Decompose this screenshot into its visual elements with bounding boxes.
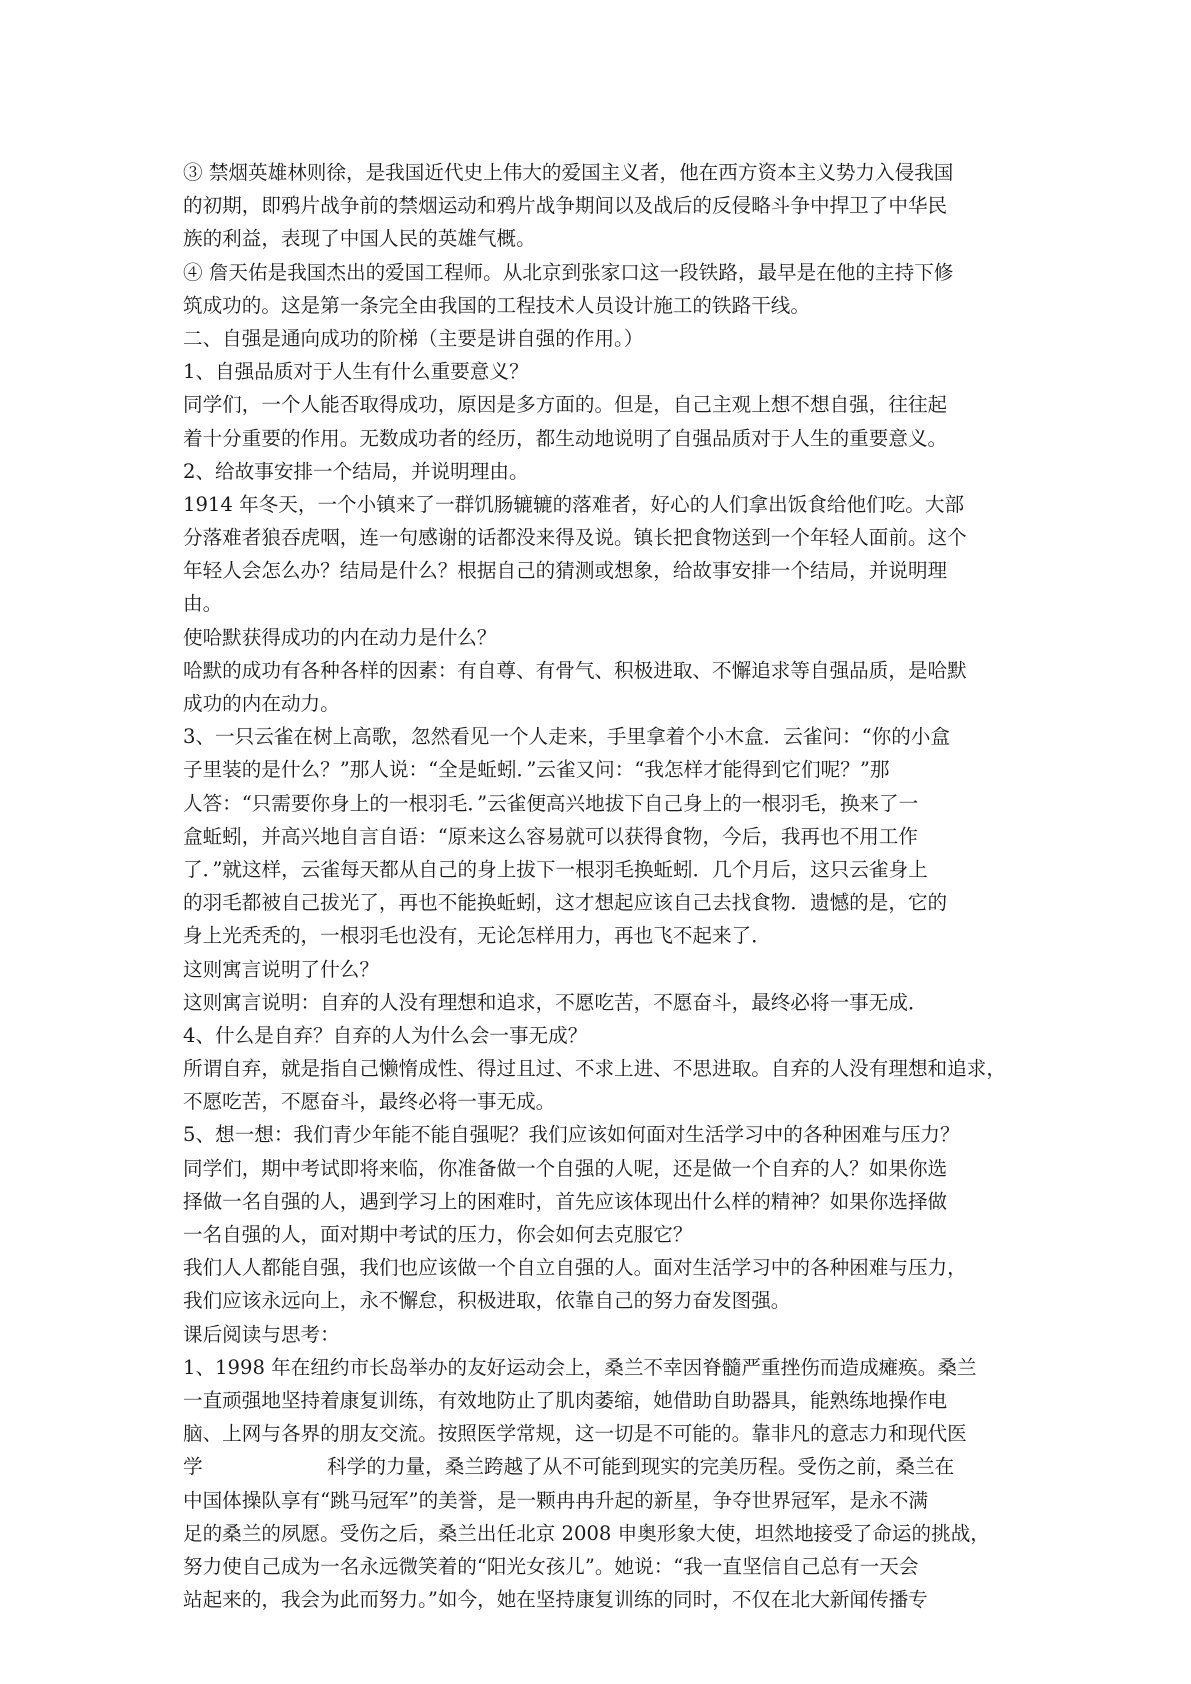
text-line: 学 科学的力量，桑兰跨越了从不可能到现实的完美历程。受伤之前，桑兰在 (183, 1455, 955, 1479)
text-line: 成功的内在动力。 (183, 692, 340, 715)
text-line: 1、自强品质对于人生有什么重要意义？ (183, 360, 529, 384)
text-line: ③ 禁烟英雄林则徐，是我国近代史上伟大的爱国主义者，他在西方资本主义势力入侵我国 (183, 161, 954, 184)
text-line: 所谓自弃，就是指自己懒惰成性、得过且过、不求上进、不思进取。自弃的人没有理想和追求， (183, 1057, 1006, 1081)
text-line: 4、什么是自弃？自弃的人为什么会一事无成？ (183, 1023, 588, 1047)
text-line: 3、一只云雀在树上高歌，忽然看见一个人走来，手里拿着个小木盒．云雀问：“你的小盒 (183, 725, 951, 749)
text-line: 我们应该永远向上，永不懈怠，积极进取，依靠自己的努力奋发图强。 (183, 1289, 791, 1313)
text-line: 的初期，即鸦片战争前的禁烟运动和鸦片战争期间以及战后的反侵略斗争中捍卫了中华民 (183, 194, 948, 218)
text-line: 一直顽强地坚持着康复训练，有效地防止了肌肉萎缩，她借助自助器具，能熟练地操作电 (183, 1388, 948, 1412)
text-line: 择做一名自强的人，遇到学习上的困难时，首先应该体现出什么样的精神？如果你选择做 (183, 1189, 948, 1213)
text-line: 的羽毛都被自己拔光了，再也不能换蚯蚓，这才想起应该自己去找食物．遗憾的是，它的 (183, 891, 948, 915)
text-line: 身上光秃秃的，一根羽毛也没有，无论怎样用力，再也飞不起来了． (183, 924, 771, 948)
text-line: 这则寓言说明：自弃的人没有理想和追求，不愿吃苦，不愿奋斗，最终必将一事无成． (183, 990, 928, 1014)
text-line: 5、想一想：我们青少年能不能自强呢？我们应该如何面对生活学习中的各种困难与压力？ (183, 1123, 960, 1147)
text-line: 一名自强的人，面对期中考试的压力，你会如何去克服它？ (183, 1223, 693, 1246)
text-line: 使哈默获得成功的内在动力是什么？ (183, 625, 497, 649)
text-line: 族的利益，表现了中国人民的英雄气概。 (183, 227, 536, 251)
text-line: 站起来的，我会为此而努力。”如今，她在坚持康复训练的同时，不仅在北大新闻传播专 (183, 1588, 928, 1612)
text-line: 人答：“只需要你身上的一根羽毛．”云雀便高兴地拔下自己身上的一根羽毛，换来了一 (183, 791, 919, 815)
text-line: 同学们，一个人能否取得成功，原因是多方面的。但是，自己主观上想不想自强，往往起 (183, 393, 948, 417)
text-line: 子里装的是什么？”那人说：“全是蚯蚓．”云雀又问：“我怎样才能得到它们呢？”那 (183, 758, 890, 782)
text-line: 着十分重要的作用。无数成功者的经历，都生动地说明了自强品质对于人生的重要意义。 (183, 426, 948, 450)
text-line: 了．”就这样，云雀每天都从自己的身上拔下一根羽毛换蚯蚓．几个月后，这只云雀身上 (183, 857, 928, 881)
text-line: 同学们，期中考试即将来临，你准备做一个自强的人呢，还是做一个自弃的人？如果你选 (183, 1156, 948, 1180)
text-line: 分落难者狼吞虎咽，连一句感谢的话都没来得及说。镇长把食物送到一个年轻人面前。这个 (183, 526, 967, 550)
text-line: 年轻人会怎么办？结局是什么？根据自己的猜测或想象，给故事安排一个结局，并说明理 (183, 559, 948, 583)
text-line: 2、给故事安排一个结局，并说明理由。 (183, 459, 529, 483)
text-line: 中国体操队享有“跳马冠军”的美誉，是一颗冉冉升起的新星，争夺世界冠军，是永不满 (183, 1488, 929, 1512)
text-line: ④ 詹天佑是我国杰出的爱国工程师。从北京到张家口这一段铁路，最早是在他的主持下修 (183, 260, 954, 284)
text-line: 筑成功的。这是第一条完全由我国的工程技术人员设计施工的铁路干线。 (183, 293, 810, 317)
text-line: 我们人人都能自强，我们也应该做一个自立自强的人。面对生活学习中的各种困难与压力， (183, 1256, 967, 1280)
text-line: 这则寓言说明了什么？ (183, 957, 379, 981)
text-line: 脑、上网与各界的朋友交流。按照医学常规，这一切是不可能的。靠非凡的意志力和现代医 (183, 1422, 967, 1446)
text-line: 1、1998 年在纽约市长岛举办的友好运动会上，桑兰不幸因脊髓严重挫伤而造成瘫痪。桑兰 (183, 1355, 977, 1379)
text-line: 努力使自己成为一名永远微笑着的“阳光女孩儿”。她说：“我一直坚信自己总有一天会 (183, 1554, 919, 1578)
text-line: 二、自强是通向成功的阶梯（主要是讲自强的作用。） (183, 326, 644, 350)
document-body (183, 156, 1043, 1616)
text-line: 足的桑兰的夙愿。受伤之后，桑兰出任北京 2008 申奥形象大使，坦然地接受了命运的挑战， (183, 1521, 990, 1545)
text-line: 盒蚯蚓，并高兴地自言自语：“原来这么容易就可以获得食物，今后，我再也不用工作 (183, 824, 918, 848)
text-line: 1914 年冬天，一个小镇来了一群饥肠辘辘的落难者，好心的人们拿出饭食给他们吃。大部 (183, 492, 965, 516)
text-line: 哈默的成功有各种各样的因素：有自尊、有骨气、积极进取、不懈追求等自强品质，是哈默 (183, 658, 967, 682)
text-line: 不愿吃苦，不愿奋斗，最终必将一事无成。 (183, 1090, 556, 1114)
text-line: 由。 (183, 592, 223, 616)
text-line: 课后阅读与思考： (183, 1322, 340, 1346)
